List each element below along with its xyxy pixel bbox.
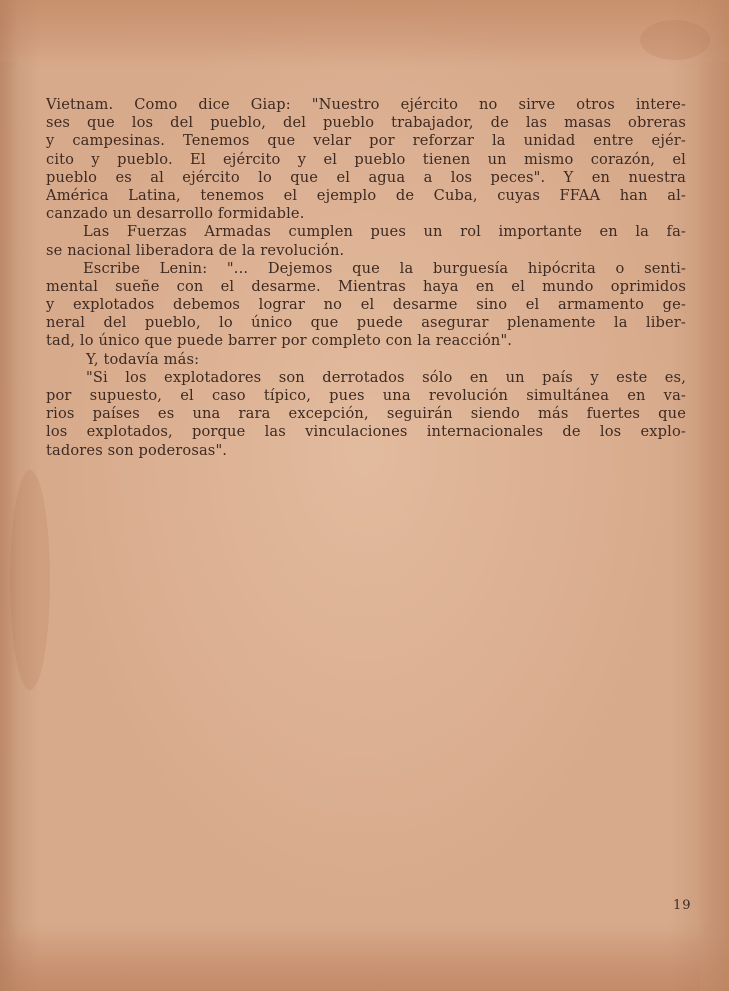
text-line: canzado un desarrollo formidable. [46, 205, 305, 223]
text-line: ses que los del pueblo, del pueblo trabajador, de las masas obreras [46, 114, 686, 132]
text-line: pueblo es al ejército lo que el agua a los peces". Y en nuestra [46, 168, 686, 186]
text-line: tad, lo único que puede barrer por completo con la reacción". [46, 332, 513, 350]
body-text [46, 96, 686, 460]
text-line: y explotados debemos lograr no el desarme sino el armamento ge- [46, 296, 686, 314]
text-line: América Latina, tenemos el ejemplo de Cuba, cuyas FFAA han al- [46, 186, 686, 204]
text-line: se nacional liberadora de la revolución. [46, 241, 345, 259]
text-line: tadores son poderosas". [46, 441, 228, 459]
text-line: los explotados, porque las vinculaciones internacionales de los explo- [46, 423, 686, 441]
text-line: y campesinas. Tenemos que velar por reforzar la unidad entre ejér- [46, 132, 686, 150]
text-line: cito y pueblo. El ejército y el pueblo tienen un mismo corazón, el [46, 150, 686, 168]
text-line: Escribe Lenin: "... Dejemos que la burguesía hipócrita o senti- [83, 259, 686, 277]
text-line: neral del pueblo, lo único que puede asegurar plenamente la liber- [46, 314, 686, 332]
paper-stain [10, 470, 50, 690]
text-line: Vietnam. Como dice Giap: "Nuestro ejército no sirve otros intere- [46, 96, 686, 113]
text-line: "Si los explotadores son derrotados sólo en un país y este es, [86, 368, 686, 386]
page-bottom-shadow [0, 930, 729, 991]
page-left-edge [0, 0, 18, 991]
page-right-edge [700, 0, 729, 991]
text-line: Y, todavía más: [86, 350, 200, 368]
text-line: rios países es una rara excepción, seguirán siendo más fuertes que [46, 405, 686, 423]
text-line: mental sueñe con el desarme. Mientras haya en el mundo oprimidos [46, 277, 686, 295]
paper-stain [640, 20, 710, 60]
page-top-shadow [0, 0, 729, 62]
page-number: 19 [673, 898, 692, 913]
text-line: por supuesto, el caso típico, pues una revolución simultánea en va- [46, 387, 686, 404]
text-line: Las Fuerzas Armadas cumplen pues un rol importante en la fa- [83, 223, 686, 241]
